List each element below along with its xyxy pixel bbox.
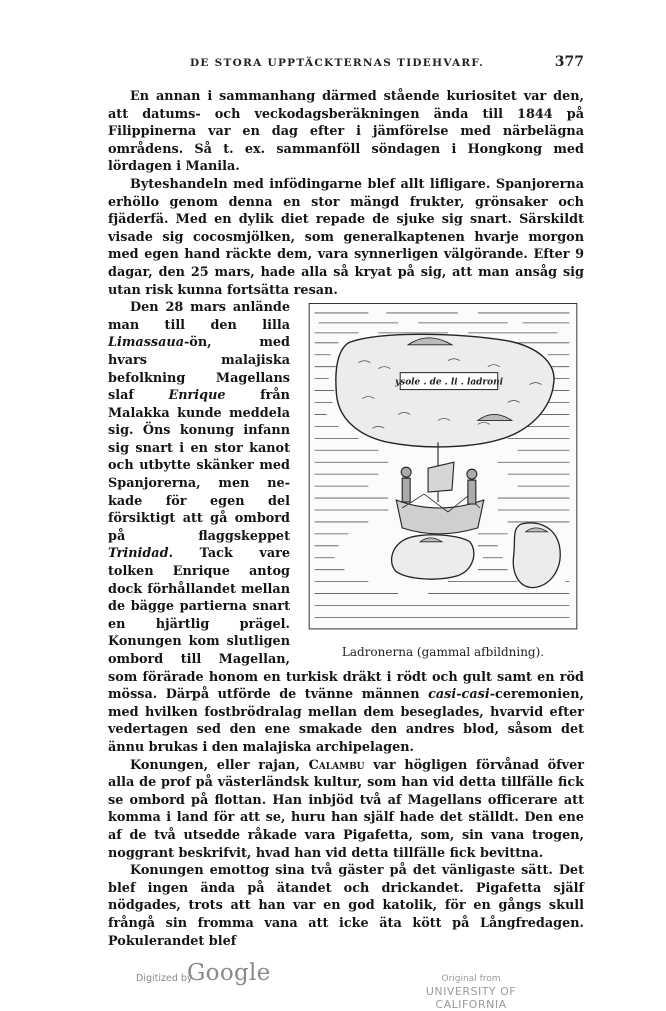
source-attribution — [396, 974, 546, 1011]
figure-ladrones — [302, 303, 584, 661]
original-from-label: Original from — [441, 974, 501, 984]
page-header — [108, 55, 584, 75]
body-text — [108, 88, 584, 950]
paragraph-5: Konungen emottog sina två gäster på det vänligaste sätt. Det blef ingen ända på ätandet och drickandet. Pigafetta själf nödgades, trots att han var en god katolik, för en gångs skull frångå sin fromma vana att icke äta kött på Långfredagen. Pokulerandet blef — [108, 863, 584, 949]
digitized-by-label: Digitized by — [136, 973, 193, 984]
island-illustration — [308, 303, 578, 629]
page-number: 377 — [554, 54, 584, 70]
google-logo: Google — [187, 960, 271, 986]
institution-name: UNIVERSITY OF CALIFORNIA — [425, 985, 517, 1011]
paragraph-2: Byteshandeln med infödingarne blef allt lifligare. Spanjorerna erhöllo genom denna en stor mängd frukter, grönsaker och fjäderfä. Med en dylik diet repade de sjuke sig snart. Särskildt visade sig cocosmjölken, som generalkaptenen hvarje morgon med egen hand räckte dem, vara synnerligen välgörande. Efter 9 dagar, den 25 mars, hade alla så kryat på sig, att man ansåg sig utan risk kunna fortsätta resan. — [108, 176, 584, 298]
paragraph-4: Konungen, eller rajan, Calambu var högligen förvånad öfver alla de prof på västerländsk kultur, som han vid detta tillfälle fick se ombord på flottan. Han inbjöd två af Magellans officerare att komma i land för att se, huru han själf hade det ställdt. Den ene af de två utsedde råkade vara Pigafetta, som, sin vana trogen, noggrant beskrifvit, hvad han vid detta tillfälle fick bevittna. — [108, 757, 585, 861]
banner-text: ysole . de . li . ladroni — [394, 377, 503, 388]
figure-caption: Ladronerna (gammal afbildning). — [341, 644, 545, 659]
running-title: DE STORA UPPTÄCKTERNAS TIDEHVARF. — [190, 57, 485, 69]
main-island — [336, 334, 554, 447]
paragraph-3: Den 28 mars anlände man till den lilla Limassaua-ön, med hvars malajiska befolkning Magellans slaf Enrique från Malakka kunde meddela sig. Öns konung infann sig snart i en stor kanot och utbytte skänker med Spanjorerna, men nekade för egen del försiktigt att gå ombord på flaggskeppet Trinidad. Tack vare tolken Enrique antog dock förhållandet mellan de bägge partierna snart en hjärtlig prägel. Konungen kom slutligen ombord till Magellan, som förärade honom en turkisk dräkt i rödt och gult samt en röd mössa. Därpå utförde de tvänne männen casi-casi-ceremonien, med hvilken fostbrödralag mellan dem beseglades, hvarvid efter vedertagen sed den ene smakade den andres blod, såsom det ännu brukas i den malajiska archipelagen. — [108, 300, 584, 755]
paragraph-1: En annan i sammanhang därmed stående kuriositet var den, att datums- och veckodagsberäkningen ända till 1844 på Filippinerna var en dag efter i jämförelse med närbelägna områdens. Så t. ex. sammanföll söndagen i Hongkong med lördagen i Manila. — [108, 89, 584, 175]
